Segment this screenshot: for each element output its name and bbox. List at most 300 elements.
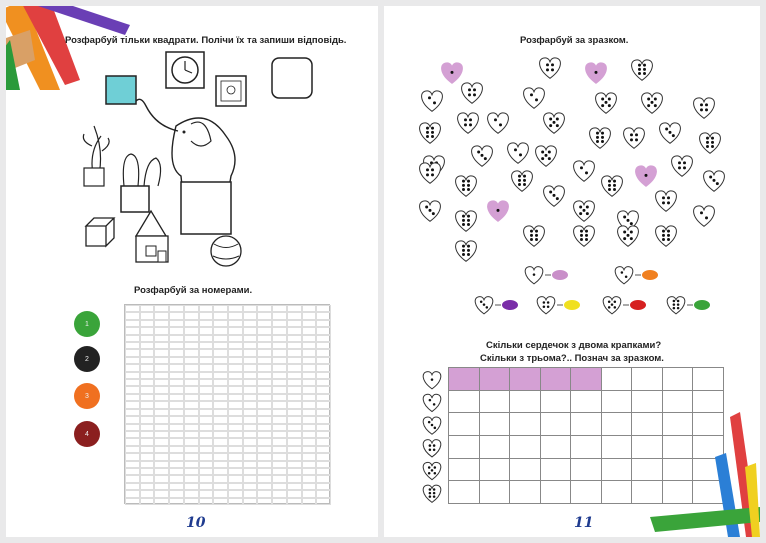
table-row <box>449 368 724 391</box>
grid-cell <box>154 349 169 356</box>
grid-cell <box>228 372 243 379</box>
grid-cell <box>257 364 272 371</box>
grid-cell <box>140 372 155 379</box>
table-cell[interactable] <box>571 390 602 413</box>
grid-cell <box>287 416 302 423</box>
grid-cell <box>287 327 302 334</box>
table-cell[interactable] <box>601 436 632 459</box>
grid-cell <box>243 335 258 342</box>
heart-7 <box>596 93 617 113</box>
grid-cell <box>228 327 243 334</box>
paint-blob-red <box>630 300 646 310</box>
grid-cell <box>243 468 258 475</box>
table-cell[interactable] <box>479 368 510 391</box>
grid-cell <box>184 438 199 445</box>
grid-cell <box>316 335 331 342</box>
heart-40 <box>618 226 639 246</box>
grid-cell <box>287 320 302 327</box>
grid-cell <box>154 312 169 319</box>
table-cell[interactable] <box>510 413 541 436</box>
grid-cell <box>169 475 184 482</box>
table-cell[interactable] <box>632 368 663 391</box>
grid-cell <box>228 305 243 312</box>
grid-cell <box>140 401 155 408</box>
grid-cell <box>287 401 302 408</box>
grid-cell <box>184 424 199 431</box>
table-cell[interactable] <box>540 481 571 504</box>
grid-cell <box>287 394 302 401</box>
grid-cell <box>228 416 243 423</box>
grid-cell <box>257 453 272 460</box>
grid-cell <box>316 424 331 431</box>
table-cell[interactable] <box>510 390 541 413</box>
grid-cell <box>169 409 184 416</box>
grid-cell <box>316 498 331 505</box>
heart-20 <box>536 146 557 166</box>
grid-cell <box>213 490 228 497</box>
grid-cell <box>316 461 331 468</box>
table-cell[interactable] <box>540 390 571 413</box>
grid-cell <box>243 483 258 490</box>
grid-cell <box>199 312 214 319</box>
grid-cell <box>302 342 317 349</box>
grid-cell <box>125 446 140 453</box>
grid-cell <box>228 320 243 327</box>
grid-cell <box>272 498 287 505</box>
grid-cell <box>272 409 287 416</box>
grid-cell <box>125 379 140 386</box>
grid-cell <box>272 349 287 356</box>
grid-cell <box>287 372 302 379</box>
grid-cell <box>228 394 243 401</box>
grid-cell <box>272 461 287 468</box>
grid-cell <box>287 468 302 475</box>
heart-17 <box>700 133 721 153</box>
grid-cell <box>272 446 287 453</box>
grid-cell <box>169 453 184 460</box>
table-cell[interactable] <box>449 390 480 413</box>
grid-cell <box>199 305 214 312</box>
grid-cell <box>302 327 317 334</box>
grid-cell <box>272 394 287 401</box>
grid-cell <box>213 349 228 356</box>
grid-cell <box>154 327 169 334</box>
grid-cell <box>169 349 184 356</box>
table-cell[interactable] <box>510 481 541 504</box>
color-dot-2: 2 <box>74 346 100 372</box>
grid-cell <box>140 305 155 312</box>
grid-cell <box>257 409 272 416</box>
grid-cell <box>316 320 331 327</box>
table-cell[interactable] <box>449 481 480 504</box>
grid-cell <box>272 320 287 327</box>
table-cell[interactable] <box>510 458 541 481</box>
heart-13 <box>544 113 565 133</box>
title-numbers: Розфарбуй за номерами. <box>134 285 253 296</box>
grid-cell <box>316 401 331 408</box>
grid-cell <box>140 335 155 342</box>
grid-cell <box>154 386 169 393</box>
grid-cell <box>125 401 140 408</box>
grid-cell <box>213 475 228 482</box>
grid-cell <box>272 357 287 364</box>
grid-cell <box>243 312 258 319</box>
grid-cell <box>243 431 258 438</box>
grid-cell <box>140 490 155 497</box>
grid-cell <box>169 379 184 386</box>
table-cell[interactable] <box>479 481 510 504</box>
table-cell[interactable] <box>693 368 724 391</box>
grid-cell <box>257 386 272 393</box>
heart-9 <box>694 98 715 118</box>
table-cell[interactable] <box>540 413 571 436</box>
left-page <box>6 6 378 537</box>
grid-cell <box>228 461 243 468</box>
grid-cell <box>199 483 214 490</box>
grid-cell <box>257 401 272 408</box>
grid-cell <box>272 335 287 342</box>
grid-cell <box>272 342 287 349</box>
grid-cell <box>199 394 214 401</box>
grid-cell <box>243 305 258 312</box>
grid-cell <box>184 327 199 334</box>
grid-cell <box>154 461 169 468</box>
grid-cell <box>316 416 331 423</box>
heart-25 <box>512 171 533 191</box>
grid-cell <box>243 498 258 505</box>
grid-cell <box>184 386 199 393</box>
grid-cell <box>125 468 140 475</box>
title-pattern: Розфарбуй за зразком. <box>520 35 629 46</box>
grid-cell <box>302 364 317 371</box>
grid-cell <box>287 431 302 438</box>
heart-5 <box>462 83 483 103</box>
grid-cell <box>184 468 199 475</box>
grid-cell <box>169 438 184 445</box>
grid-cell <box>302 498 317 505</box>
grid-cell <box>257 498 272 505</box>
grid-cell <box>257 349 272 356</box>
paint-blob-orange <box>642 270 658 280</box>
grid-cell <box>154 394 169 401</box>
color-dot-4: 4 <box>74 421 100 447</box>
grid-cell <box>243 409 258 416</box>
title-squares: Розфарбуй тільки квадрати. Полічи їх та запиши відповідь. <box>65 35 347 46</box>
heart-42 <box>456 241 477 261</box>
grid-cell <box>316 379 331 386</box>
row-heart-6 <box>423 485 441 502</box>
grid-cell <box>316 468 331 475</box>
pencils-decoration-bottom <box>630 397 760 537</box>
grid-cell <box>272 431 287 438</box>
grid-cell <box>316 483 331 490</box>
heart-33 <box>488 201 509 221</box>
grid-cell <box>213 438 228 445</box>
table-cell[interactable] <box>510 368 541 391</box>
grid-cell <box>316 386 331 393</box>
color-by-number-grid <box>124 304 330 504</box>
grid-cell <box>302 379 317 386</box>
grid-cell <box>184 416 199 423</box>
row-heart-1 <box>423 372 441 389</box>
grid-cell <box>140 327 155 334</box>
table-cell[interactable] <box>479 436 510 459</box>
heart-1 <box>540 58 561 78</box>
grid-cell <box>272 372 287 379</box>
grid-cell <box>169 424 184 431</box>
grid-cell <box>272 416 287 423</box>
grid-cell <box>302 453 317 460</box>
grid-cell <box>257 475 272 482</box>
grid-cell <box>169 364 184 371</box>
grid-cell <box>228 312 243 319</box>
grid-cell <box>302 431 317 438</box>
grid-cell <box>302 409 317 416</box>
grid-cell <box>228 438 243 445</box>
grid-cell <box>316 394 331 401</box>
grid-cell <box>287 424 302 431</box>
grid-cell <box>228 490 243 497</box>
grid-cell <box>228 498 243 505</box>
grid-cell <box>287 335 302 342</box>
grid-cell <box>287 490 302 497</box>
grid-cell <box>257 483 272 490</box>
grid-cell <box>140 342 155 349</box>
grid-cell <box>213 327 228 334</box>
grid-cell <box>316 475 331 482</box>
grid-cell <box>213 379 228 386</box>
table-cell[interactable] <box>479 390 510 413</box>
grid-cell <box>169 394 184 401</box>
grid-cell <box>213 431 228 438</box>
grid-cell <box>169 498 184 505</box>
grid-cell <box>125 320 140 327</box>
grid-cell <box>316 438 331 445</box>
grid-cell <box>302 320 317 327</box>
grid-cell <box>184 498 199 505</box>
grid-cell <box>140 468 155 475</box>
question-line-1: Скільки сердечок з двома крапками? <box>486 340 662 351</box>
grid-cell <box>228 409 243 416</box>
table-cell[interactable] <box>540 458 571 481</box>
grid-cell <box>125 409 140 416</box>
grid-cell <box>316 327 331 334</box>
legend-heart-3 <box>475 297 493 314</box>
grid-cell <box>140 475 155 482</box>
grid-cell <box>184 312 199 319</box>
grid-cell <box>199 335 214 342</box>
grid-cell <box>213 468 228 475</box>
grid-cell <box>199 490 214 497</box>
grid-cell <box>154 401 169 408</box>
grid-cell <box>213 446 228 453</box>
grid-cell <box>243 461 258 468</box>
grid-cell <box>257 342 272 349</box>
grid-cell <box>125 327 140 334</box>
grid-cell <box>302 490 317 497</box>
grid-cell <box>169 335 184 342</box>
grid-cell <box>243 453 258 460</box>
grid-cell <box>154 490 169 497</box>
table-cell[interactable] <box>662 368 693 391</box>
grid-cell <box>228 342 243 349</box>
table-cell[interactable] <box>601 458 632 481</box>
grid-cell <box>169 342 184 349</box>
heart-4 <box>422 91 443 111</box>
legend-heart-6 <box>667 297 685 314</box>
heart-6 <box>524 88 545 108</box>
table-cell[interactable] <box>571 481 602 504</box>
grid-cell <box>154 416 169 423</box>
grid-cell <box>199 349 214 356</box>
grid-cell <box>140 320 155 327</box>
grid-cell <box>184 394 199 401</box>
table-cell[interactable] <box>479 458 510 481</box>
grid-cell <box>257 438 272 445</box>
grid-cell <box>199 498 214 505</box>
heart-23 <box>420 163 441 183</box>
grid-cell <box>316 364 331 371</box>
grid-cell <box>154 335 169 342</box>
grid-cell <box>257 490 272 497</box>
grid-cell <box>199 424 214 431</box>
heart-36 <box>656 191 677 211</box>
table-cell[interactable] <box>601 413 632 436</box>
table-cell[interactable] <box>601 390 632 413</box>
grid-cell <box>213 372 228 379</box>
heart-37 <box>694 206 715 226</box>
grid-cell <box>272 379 287 386</box>
grid-cell <box>154 483 169 490</box>
grid-cell <box>140 453 155 460</box>
grid-cell <box>272 483 287 490</box>
grid-cell <box>154 305 169 312</box>
grid-cell <box>169 320 184 327</box>
heart-29 <box>672 156 693 176</box>
grid-cell <box>169 312 184 319</box>
paint-blob-yellow <box>564 300 580 310</box>
grid-cell <box>316 490 331 497</box>
grid-cell <box>169 401 184 408</box>
table-cell[interactable] <box>449 413 480 436</box>
heart-3 <box>632 60 653 80</box>
table-cell[interactable] <box>540 436 571 459</box>
table-cell[interactable] <box>571 413 602 436</box>
grid-cell <box>316 357 331 364</box>
grid-cell <box>140 379 155 386</box>
table-cell[interactable] <box>601 481 632 504</box>
page-number-left: 10 <box>186 515 206 531</box>
grid-cell <box>169 357 184 364</box>
heart-24 <box>456 176 477 196</box>
table-cell[interactable] <box>571 368 602 391</box>
grid-cell <box>287 364 302 371</box>
heart-11 <box>458 113 479 133</box>
table-cell[interactable] <box>601 368 632 391</box>
color-dot-1: 1 <box>74 311 100 337</box>
grid-cell <box>125 498 140 505</box>
table-cell[interactable] <box>540 368 571 391</box>
grid-cell <box>199 342 214 349</box>
grid-cell <box>140 357 155 364</box>
heart-10 <box>420 123 441 143</box>
grid-cell <box>199 416 214 423</box>
grid-cell <box>257 312 272 319</box>
table-cell[interactable] <box>449 458 480 481</box>
grid-cell <box>184 364 199 371</box>
heart-28 <box>636 166 657 186</box>
grid-cell <box>184 379 199 386</box>
page-number-right: 11 <box>574 515 594 531</box>
grid-cell <box>302 475 317 482</box>
grid-cell <box>125 372 140 379</box>
grid-cell <box>228 431 243 438</box>
grid-cell <box>199 364 214 371</box>
grid-cell <box>228 475 243 482</box>
grid-cell <box>125 424 140 431</box>
table-cell[interactable] <box>479 413 510 436</box>
grid-cell <box>272 438 287 445</box>
table-cell[interactable] <box>571 458 602 481</box>
grid-cell <box>199 320 214 327</box>
grid-cell <box>154 498 169 505</box>
grid-cell <box>287 379 302 386</box>
table-cell[interactable] <box>449 368 480 391</box>
grid-cell <box>316 446 331 453</box>
table-cell[interactable] <box>449 436 480 459</box>
grid-cell <box>243 386 258 393</box>
grid-cell <box>125 349 140 356</box>
grid-cell <box>228 379 243 386</box>
grid-cell <box>199 379 214 386</box>
grid-cell <box>140 386 155 393</box>
grid-cell <box>125 431 140 438</box>
grid-cell <box>169 468 184 475</box>
grid-cell <box>154 475 169 482</box>
grid-cell <box>154 372 169 379</box>
row-heart-5 <box>423 462 441 479</box>
grid-cell <box>184 490 199 497</box>
grid-cell <box>302 394 317 401</box>
grid-cell <box>257 394 272 401</box>
grid-cell <box>228 364 243 371</box>
grid-cell <box>257 416 272 423</box>
grid-cell <box>154 342 169 349</box>
grid-cell <box>257 424 272 431</box>
grid-cell <box>243 372 258 379</box>
table-cell[interactable] <box>510 436 541 459</box>
grid-cell <box>316 349 331 356</box>
grid-cell <box>140 349 155 356</box>
grid-cell <box>257 320 272 327</box>
grid-cell <box>272 424 287 431</box>
grid-cell <box>140 438 155 445</box>
table-cell[interactable] <box>571 436 602 459</box>
grid-cell <box>184 349 199 356</box>
grid-cell <box>199 409 214 416</box>
heart-22 <box>574 161 595 181</box>
grid-cell <box>287 305 302 312</box>
grid-cell <box>125 438 140 445</box>
grid-cell <box>169 327 184 334</box>
grid-cell <box>228 357 243 364</box>
grid-cell <box>243 490 258 497</box>
heart-8 <box>642 93 663 113</box>
grid-cell <box>213 461 228 468</box>
grid-cell <box>272 312 287 319</box>
grid-cell <box>272 364 287 371</box>
legend-heart-2 <box>615 267 633 284</box>
